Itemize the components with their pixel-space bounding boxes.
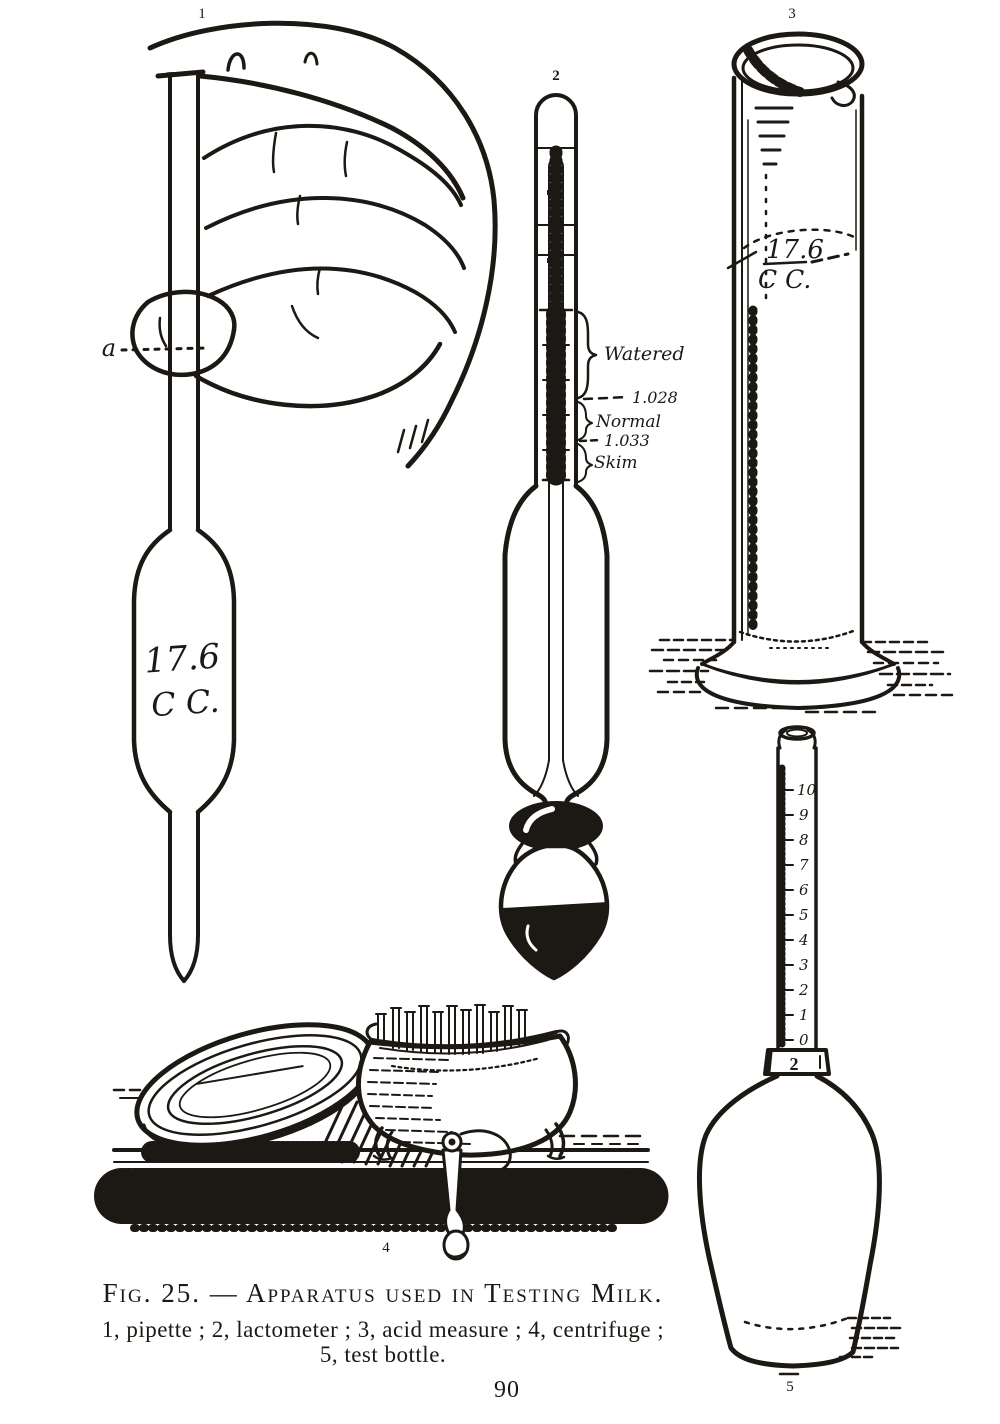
caption (102, 1278, 664, 1367)
test-bottle-scale-numbers (797, 781, 817, 1049)
pipette-figure (102, 6, 495, 981)
lactometer-gravity-watered-label: 1.028 (632, 388, 678, 407)
hand-drawing (132, 23, 495, 466)
caption-items-line2: 5, test bottle. (319, 1342, 447, 1367)
centrifuge-figure-number: 4 (382, 1240, 390, 1256)
pipette-volume-label: 17.6 (143, 636, 222, 682)
page-number: 90 (494, 1377, 520, 1403)
centrifuge-figure (114, 1001, 648, 1259)
pipette-figure-number: 1 (198, 6, 206, 22)
scale-number: 5 (799, 906, 809, 924)
pipette-mark-annotation (102, 334, 206, 362)
scale-number: 10 (797, 781, 817, 799)
acid-measure-figure (650, 6, 952, 712)
caption-items-line1: 1, pipette ; 2, lactometer ; 3, acid measure ; 4, centrifuge ; (101, 1317, 665, 1342)
acid-measure-figure-number: 3 (788, 6, 796, 22)
scale-number: 3 (799, 956, 809, 974)
scale-number: 8 (799, 831, 809, 849)
centrifuge-floor-hatching (122, 1196, 642, 1228)
scale-number: 7 (799, 856, 809, 874)
pipette-glass (134, 73, 234, 981)
scale-number: 2 (799, 981, 809, 999)
test-bottle-figure-number: 5 (786, 1379, 794, 1395)
test-bottle-collar-mark: 2 (789, 1054, 799, 1074)
acid-measure-volume-unit-label: C C. (758, 265, 812, 294)
lactometer-normal-label: Normal (596, 412, 661, 432)
lactometer-figure (501, 68, 685, 978)
caption-title: Fig. 25. — Apparatus used in Testing Milk. (102, 1278, 664, 1308)
acid-measure-inner-shading (753, 108, 792, 628)
scale-number: 6 (799, 881, 809, 899)
lactometer-gravity-normal-label: 1.033 (604, 431, 650, 450)
scale-number: 9 (799, 806, 809, 824)
test-bottle-figure (699, 727, 900, 1395)
lactometer-skim-label: Skim (594, 453, 638, 473)
test-bottle-glass (699, 727, 900, 1374)
lactometer-figure-number: 2 (552, 68, 560, 84)
scale-number: 0 (799, 1031, 809, 1049)
centrifuge-bowl (358, 1005, 575, 1160)
lactometer-annotations (578, 312, 685, 482)
lactometer-watered-label: Watered (604, 343, 685, 365)
acid-measure-glass (697, 34, 900, 708)
lactometer-glass (501, 95, 608, 978)
acid-measure-volume-label: 17.6 (766, 235, 824, 265)
acid-measure-level-annotation (728, 230, 856, 294)
pipette-volume-unit-label: C C. (149, 681, 221, 725)
pipette-mark-label: a (101, 334, 116, 362)
scale-number: 4 (799, 931, 809, 949)
scale-number: 1 (799, 1006, 809, 1024)
test-bottle-collar (765, 1050, 829, 1074)
